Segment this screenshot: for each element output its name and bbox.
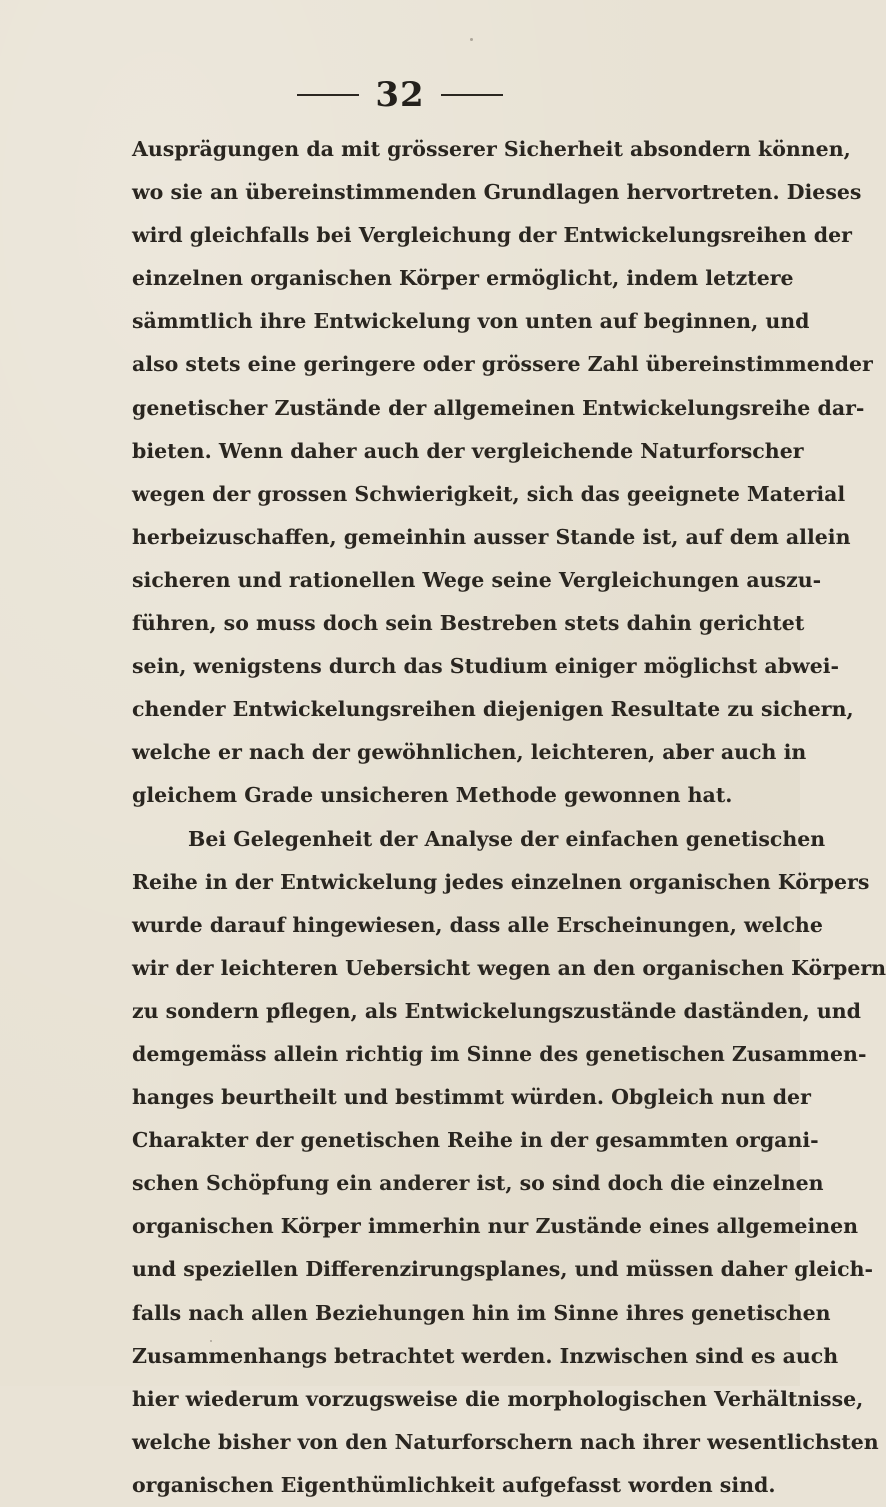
- page-number: 32: [375, 75, 425, 115]
- text-line: schen Schöpfung ein anderer ist, so sind doch die einzelnen: [132, 1171, 824, 1196]
- text-line: welche bisher von den Naturforschern nach ihrer wesentlichsten: [132, 1429, 879, 1454]
- text-line: genetischer Zustände der allgemeinen Entwickelungsreihe dar-: [132, 395, 865, 420]
- text-line: welche er nach der gewöhnlichen, leichteren, aber auch in: [132, 740, 807, 765]
- paper-speck: [210, 1340, 212, 1342]
- text-line: sicheren und rationellen Wege seine Vergleichungen auszu-: [132, 567, 822, 592]
- text-line: Reihe in der Entwickelung jedes einzelnen organischen Körpers: [132, 869, 870, 894]
- text-line: und speziellen Differenzirungsplanes, und müssen daher gleich-: [132, 1257, 873, 1282]
- text-line: also stets eine geringere oder grössere Zahl übereinstimmender: [132, 352, 873, 377]
- text-line: hier wiederum vorzugsweise die morphologischen Verhältnisse,: [132, 1386, 864, 1411]
- paper-speck: [770, 370, 772, 372]
- paper-speck: [768, 238, 771, 241]
- text-line: zu sondern pflegen, als Entwickelungszustände daständen, und: [132, 998, 862, 1023]
- text-line: hanges beurtheilt und bestimmt würden. Obgleich nun der: [132, 1085, 811, 1110]
- text-line: gleichem Grade unsicheren Methode gewonnen hat.: [132, 783, 733, 808]
- text-line: bieten. Wenn daher auch der vergleichende Naturforscher: [132, 438, 804, 463]
- text-line: wir der leichteren Uebersicht wegen an den organischen Körpern: [132, 955, 886, 980]
- text-line: Ausprägungen da mit grösserer Sicherheit absondern können,: [132, 137, 851, 161]
- left-rule: [297, 94, 359, 96]
- text-line: wurde darauf hingewiesen, dass alle Erscheinungen, welche: [132, 912, 823, 937]
- text-line: wo sie an übereinstimmenden Grundlagen hervortreten. Dieses: [132, 180, 862, 205]
- text-line: Charakter der genetischen Reihe in der gesammten organi-: [132, 1128, 819, 1153]
- text-line: demgemäss allein richtig im Sinne des genetischen Zusammen-: [132, 1041, 867, 1066]
- text-line: Zusammenhangs betrachtet werden. Inzwischen sind es auch: [132, 1343, 839, 1368]
- paper-speck: [470, 38, 473, 41]
- right-rule: [441, 94, 503, 96]
- body-text: [132, 128, 886, 1507]
- text-line: wird gleichfalls bei Vergleichung der Entwickelungsreihen der: [132, 223, 852, 248]
- text-line: organischen Körper immerhin nur Zustände eines allgemeinen: [132, 1214, 859, 1239]
- text-line: einzelnen organischen Körper ermöglicht, indem letztere: [132, 266, 794, 291]
- text-line: sein, wenigstens durch das Studium einiger möglichst abwei-: [132, 654, 840, 679]
- page-header: [0, 70, 800, 120]
- text-line: wegen der grossen Schwierigkeit, sich das geeignete Material: [132, 481, 846, 506]
- text-line: herbeizuschaffen, gemeinhin ausser Stande ist, auf dem allein: [132, 524, 851, 549]
- text-line: führen, so muss doch sein Bestreben stets dahin gerichtet: [132, 611, 805, 636]
- text-line: chender Entwickelungsreihen diejenigen Resultate zu sichern,: [132, 697, 854, 722]
- text-line: Bei Gelegenheit der Analyse der einfachen genetischen: [188, 826, 826, 851]
- text-line: organischen Eigenthümlichkeit aufgefasst worden sind.: [132, 1472, 776, 1497]
- text-line: sämmtlich ihre Entwickelung von unten auf beginnen, und: [132, 309, 810, 334]
- text-line: falls nach allen Beziehungen hin im Sinne ihres genetischen: [132, 1300, 831, 1325]
